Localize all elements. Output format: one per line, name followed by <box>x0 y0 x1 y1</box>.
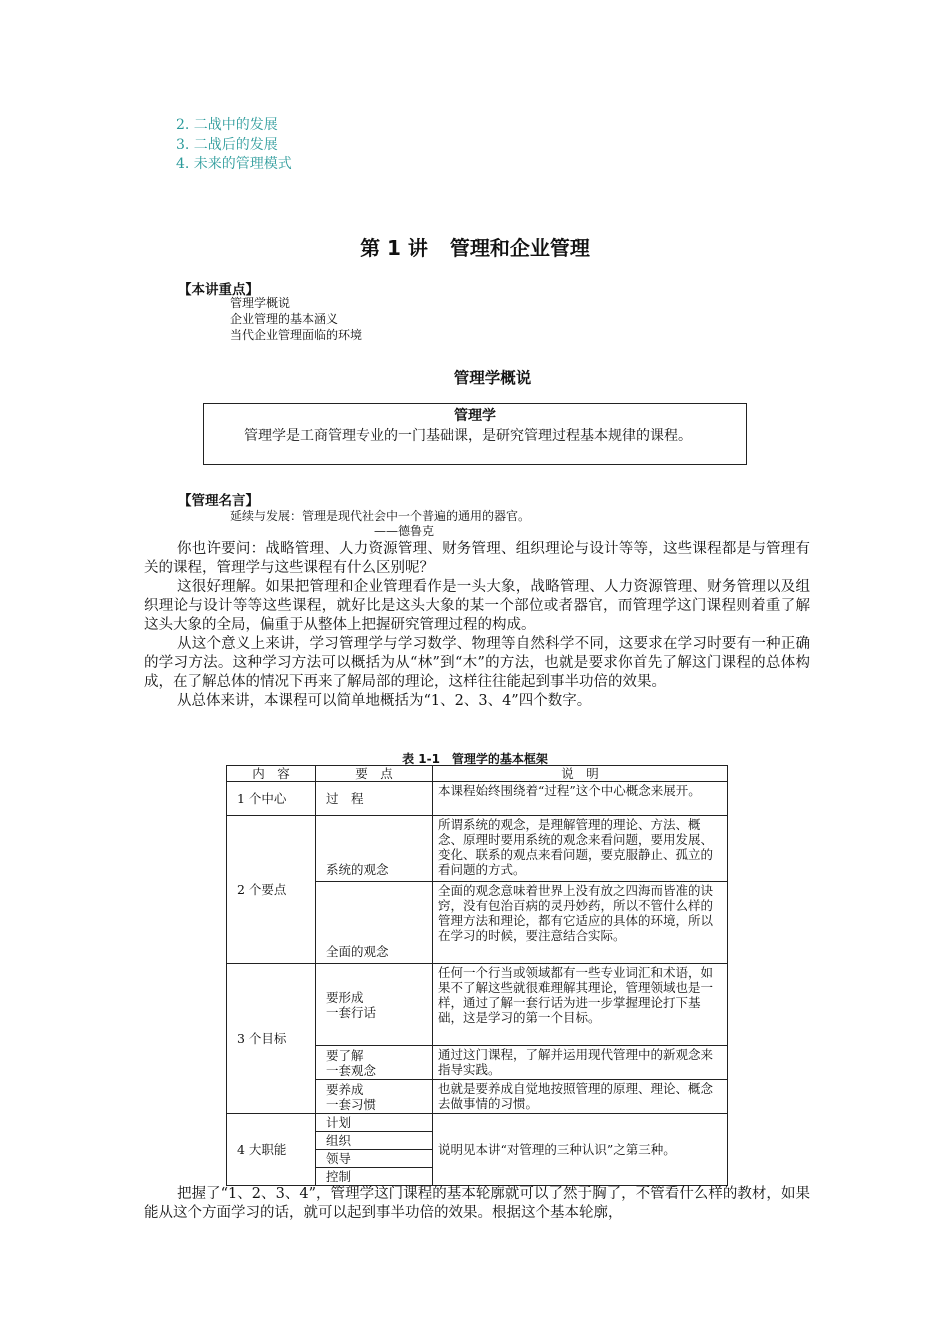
header-desc: 说 明 <box>433 766 728 782</box>
toc-item[interactable]: 3. 二战后的发展 <box>176 136 278 153</box>
table-row <box>227 816 728 882</box>
quote-heading: 【管理名言】 <box>178 493 259 509</box>
focus-item: 管理学概说 <box>230 296 291 310</box>
table-caption: 表 1-1 管理学的基本框架 <box>402 752 548 766</box>
point-cell: 全面的观念 <box>316 882 433 964</box>
chapter-name: 管理和企业管理 <box>449 236 590 260</box>
category-cell: 3 个目标 <box>227 964 316 1114</box>
focus-item: 当代企业管理面临的环境 <box>230 328 363 342</box>
category-cell: 1 个中心 <box>227 782 316 816</box>
point-cell <box>316 1080 433 1114</box>
paragraph: 从总体来讲，本课程可以简单地概括为“1、2、3、4”四个数字。 <box>177 693 592 709</box>
section-title: 管理学概说 <box>453 369 532 387</box>
function-item: 领导 <box>316 1150 432 1168</box>
quote-block <box>230 509 530 539</box>
category-cell: 2 个要点 <box>227 816 316 964</box>
definition-box <box>203 403 747 465</box>
definition-title: 管理学 <box>454 408 496 424</box>
point-line: 一套行话 <box>326 1004 377 1020</box>
chapter-title <box>0 232 950 261</box>
point-cell: 系统的观念 <box>316 816 433 882</box>
chapter-number: 第 1 讲 <box>360 236 428 260</box>
toc-item[interactable]: 2. 二战中的发展 <box>176 117 278 133</box>
desc-cell: 说明见本讲“对管理的三种认识”之第三种。 <box>433 1114 728 1186</box>
table-row <box>227 964 728 1046</box>
toc-list <box>176 116 292 175</box>
toc-item[interactable]: 4. 未来的管理模式 <box>176 156 292 172</box>
focus-item: 企业管理的基本涵义 <box>230 312 339 326</box>
function-item: 控制 <box>326 1169 352 1184</box>
table-row <box>227 1114 728 1186</box>
point-cell <box>316 1046 433 1080</box>
function-item: 计划 <box>316 1114 432 1132</box>
closing-text <box>144 1185 810 1223</box>
quote-text: 延续与发展：管理是现代社会中一个普遍的通用的器官。 <box>230 509 531 523</box>
point-line: 一套观念 <box>326 1062 377 1078</box>
definition-text: 管理学是工商管理专业的一门基础课，是研究管理过程基本规律的课程。 <box>244 428 692 444</box>
framework-table <box>226 765 728 1186</box>
desc-cell: 全面的观念意味着世界上没有放之四海而皆准的诀窍，没有包治百病的灵丹妙药，所以不管什么样的管理方法和理论，都有它适应的具体的环境，所以在学习的时候，要注意结合实际。 <box>433 882 728 964</box>
quote-author: ——德鲁克 <box>374 524 435 538</box>
desc-cell: 本课程始终围绕着“过程”这个中心概念来展开。 <box>433 782 728 816</box>
desc-cell: 任何一个行当或领域都有一些专业词汇和术语，如果不了解这些就很难理解其理论，管理领域也是一样，通过了解一套行话为进一步掌握理论打下基础，这是学习的第一个目标。 <box>433 964 728 1046</box>
category-cell: 4 大职能 <box>227 1114 316 1186</box>
point-cell <box>316 964 433 1046</box>
body-text <box>144 540 810 711</box>
paragraph: 这很好理解。如果把管理和企业管理看作是一头大象，战略管理、人力资源管理、财务管理以及组织理论与设计等等这些课程，就好比是这头大象的某一个部位或者器官，而管理学这门课程则着重了解这头大象的全局，偏重于从整体上把握研究管理过程的构成。 <box>144 579 810 633</box>
desc-cell: 所谓系统的观念，是理解管理的理论、方法、概念、原理时要用系统的观念来看问题，要用发展、变化、联系的观点来看问题，要克服静止、孤立的看问题的方式。 <box>433 816 728 882</box>
header-content: 内 容 <box>227 766 316 782</box>
focus-list <box>230 295 362 343</box>
paragraph: 你也许要问：战略管理、人力资源管理、财务管理、组织理论与设计等等，这些课程都是与管理有关的课程，管理学与这些课程有什么区别呢？ <box>144 541 810 576</box>
functions-cell <box>316 1114 433 1186</box>
table-header-row <box>227 766 728 782</box>
point-line: 一套习惯 <box>326 1096 377 1112</box>
paragraph: 把握了“1、2、3、4”，管理学这门课程的基本轮廓就可以了然于胸了，不管看什么样的教材，如果能从这个方面学习的话，就可以起到事半功倍的效果。根据这个基本轮廓， <box>144 1186 810 1221</box>
point-line: 要形成 <box>326 989 364 1005</box>
point-line: 要养成 <box>326 1081 364 1097</box>
desc-cell: 也就是要养成自觉地按照管理的原理、理论、概念去做事情的习惯。 <box>433 1080 728 1114</box>
desc-cell: 通过这门课程，了解并运用现代管理中的新观念来指导实践。 <box>433 1046 728 1080</box>
paragraph: 从这个意义上来讲，学习管理学与学习数学、物理等自然科学不同，这要求在学习时要有一种正确的学习方法。这种学习方法可以概括为从“林”到“木”的方法，也就是要求你首先了解这门课程的总体构成，在了解总体的情况下再来了解局部的理论，这样往往能起到事半功倍的效果。 <box>144 636 810 690</box>
focus-heading: 【本讲重点】 <box>178 282 259 298</box>
point-line: 要了解 <box>326 1047 364 1063</box>
point-cell: 过 程 <box>316 782 433 816</box>
header-point: 要 点 <box>316 766 433 782</box>
function-item: 组织 <box>316 1132 432 1150</box>
table-row <box>227 782 728 816</box>
